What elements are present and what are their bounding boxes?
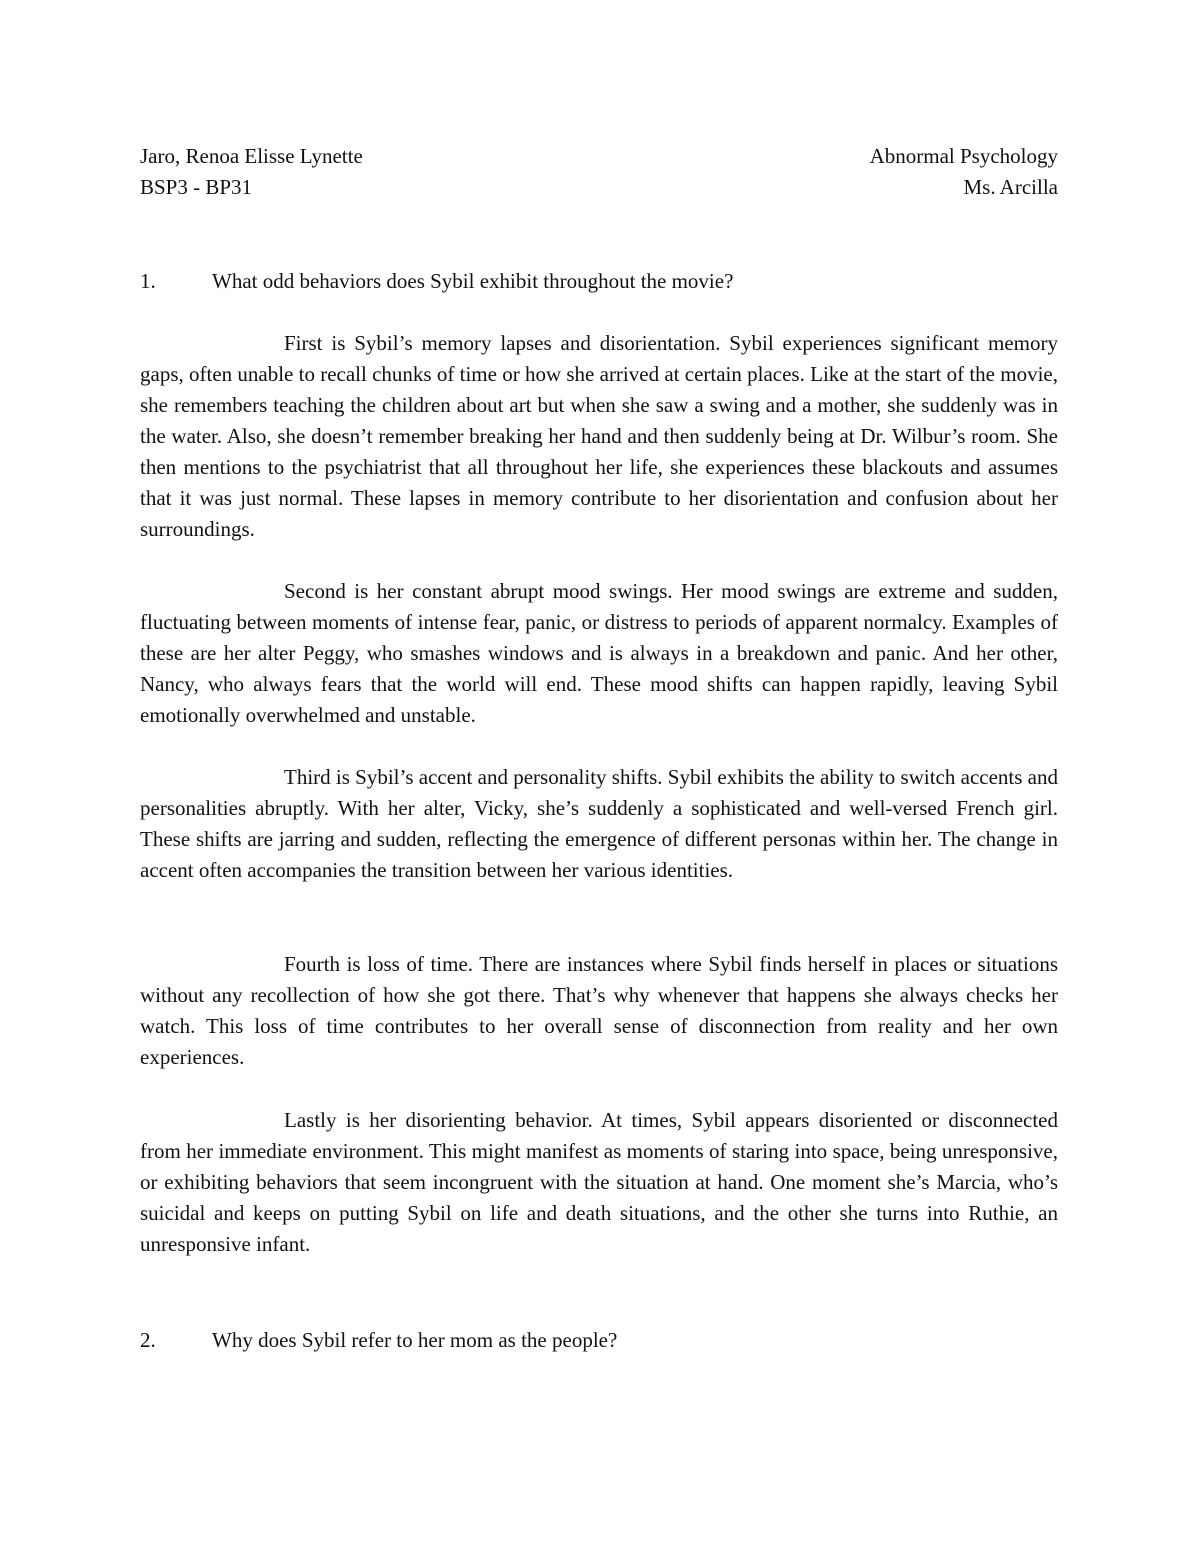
header-line-2 <box>140 172 1058 203</box>
question-text: What odd behaviors does Sybil exhibit throughout the movie? <box>212 269 734 293</box>
course-name: Abnormal Psychology <box>869 144 1058 168</box>
student-name: Jaro, Renoa Elisse Lynette <box>140 144 363 168</box>
answer-paragraph: Second is her constant abrupt mood swings. Her mood swings are extreme and sudden, fluctuating between moments of intense fear, panic, or distress to periods of apparent normalcy. Examples of these are her alter Peggy, who smashes windows and is always in a breakdown and panic. And her other, Nancy, who always fears that the world will end. These mood shifts can happen rapidly, leaving Sybil emotionally overwhelmed and unstable. <box>140 579 1058 727</box>
question-1 <box>140 266 1058 297</box>
question-text: Why does Sybil refer to her mom as the people? <box>212 1328 618 1352</box>
answer-paragraph: Third is Sybil’s accent and personality shifts. Sybil exhibits the ability to switch accents and personalities abruptly. With her alter, Vicky, she’s suddenly a sophisticated and well-versed French girl. These shifts are jarring and sudden, reflecting the emergence of different personas within her. The change in accent often accompanies the transition between her various identities. <box>140 765 1058 882</box>
section-code: BSP3 - BP31 <box>140 175 253 199</box>
question-number: 2. <box>140 1328 156 1352</box>
instructor-name: Ms. Arcilla <box>963 175 1058 199</box>
header-line-1 <box>140 141 1058 172</box>
question-number: 1. <box>140 269 156 293</box>
answer-paragraph: First is Sybil’s memory lapses and disorientation. Sybil experiences significant memory gaps, often unable to recall chunks of time or how she arrived at certain places. Like at the start of the movie, she remembers teaching the children about art but when she saw a swing and a mother, she suddenly was in the water. Also, she doesn’t remember breaking her hand and then suddenly being at Dr. Wilbur’s room. She then mentions to the psychiatrist that all throughout her life, she experiences these blackouts and assumes that it was just normal. These lapses in memory contribute to her disorientation and confusion about her surroundings. <box>140 331 1058 541</box>
answer-paragraph: Fourth is loss of time. There are instances where Sybil finds herself in places or situations without any recollection of how she got there. That’s why whenever that happens she always checks her watch. This loss of time contributes to her overall sense of disconnection from reality and her own experiences. <box>140 952 1058 1069</box>
question-2 <box>140 1325 1058 1356</box>
answer-paragraph: Lastly is her disorienting behavior. At times, Sybil appears disoriented or disconnected from her immediate environment. This might manifest as moments of staring into space, being unresponsive, or exhibiting behaviors that seem incongruent with the situation at hand. One moment she’s Marcia, who’s suicidal and keeps on putting Sybil on life and death situations, and the other she turns into Ruthie, an unresponsive infant. <box>140 1108 1058 1256</box>
